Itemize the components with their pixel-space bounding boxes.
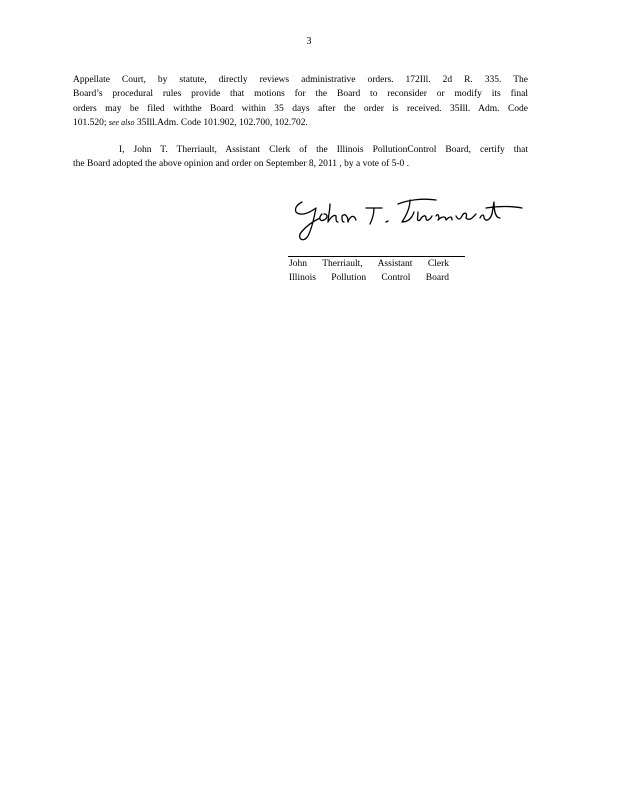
paragraph-line: orders may be filed withthe Board within 35 days after the order is received. 35Ill. Adm. Code [73, 103, 528, 114]
handwritten-signature [286, 188, 526, 244]
signature-image [286, 188, 526, 244]
certification-paragraph [73, 143, 528, 172]
paragraph-line: Appellate Court, by statute, directly reviews administrative orders. 172Ill. 2d R. 335. The [73, 75, 528, 85]
certification-text: I, John T. Therriault, Assistant Clerk of the Illinois PollutionControl Board, certify that [119, 145, 528, 155]
signer-organization: Illinois Pollution Control Board [289, 273, 449, 283]
citation-text: 35Ill.Adm. Code 101.902, 102.700, 102.702. [136, 117, 308, 128]
signer-name-title: John Therriault, Assistant Clerk [289, 259, 449, 269]
page-number: 3 [306, 36, 312, 47]
paragraph-line: the Board adopted the above opinion and order on September 8, 2011 , by a vote of 5-0 . [73, 159, 410, 170]
paragraph-line [73, 143, 528, 157]
paragraph-line [73, 116, 528, 130]
citation-text: 101.520; [73, 117, 107, 128]
appeal-paragraph [73, 73, 528, 130]
paragraph-line: Board’s procedural rules provide that motions for the Board to reconsider or modify its final [73, 89, 528, 100]
citation-signal: see also [108, 117, 135, 127]
signature-block [289, 257, 449, 285]
